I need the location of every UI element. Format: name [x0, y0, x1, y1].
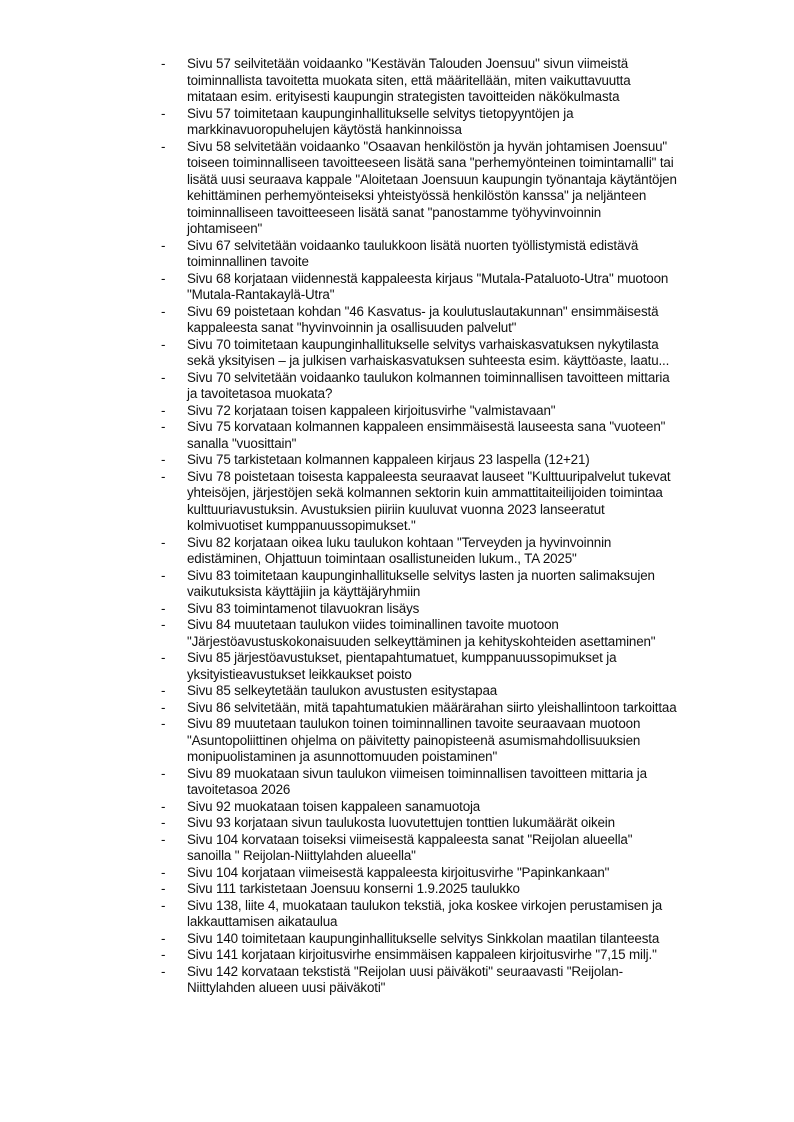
bullet-dash: -: [161, 270, 166, 286]
item-text-line: toiseen toiminnalliseen tavoitteeseen lisätä sana "perhemyönteinen toimintamalli" tai: [187, 155, 674, 170]
item-text-line: Sivu 83 toimitetaan kaupunginhallitukselle selvitys lasten ja nuorten salimaksujen: [187, 567, 655, 583]
item-text-line: Sivu 86 selvitetään, mitä tapahtumatukien määrärahan siirto yleishallintoon tarkoittaa: [187, 699, 677, 715]
list-item: [0, 469, 742, 535]
item-text-line: Sivu 93 korjataan sivun taulukosta luovutettujen tonttien lukumäärät oikein: [187, 815, 615, 830]
item-text-line: Sivu 140 toimitetaan kaupunginhallitukselle selvitys Sinkkolan maatilan tilanteesta: [187, 930, 660, 946]
list-item: [0, 106, 742, 139]
list-item: [0, 568, 742, 601]
list-item: [0, 271, 742, 304]
item-text-line: Sivu 104 korjataan viimeisestä kappaleesta kirjoitusvirhe "Papinkankaan": [187, 864, 610, 880]
bullet-dash: -: [161, 105, 166, 121]
document-page: [0, 56, 794, 997]
item-text-line: sekä yksityisen – ja julkisen varhaiskasvatuksen suhteesta esim. käyttöaste, laatu...: [187, 353, 670, 368]
item-text-line: Sivu 92 muokataan toisen kappaleen sanamuotoja: [187, 798, 481, 814]
list-item: [0, 799, 742, 816]
item-text-line: Sivu 104 korvataan toiseksi viimeisestä kappaleesta sanat "Reijolan alueella": [187, 831, 633, 847]
item-text-line: Sivu 141 korjataan kirjoitusvirhe ensimmäisen kappaleen kirjoitusvirhe "7,15 milj.": [187, 947, 657, 962]
list-item: [0, 452, 742, 469]
item-text-line: kappaleesta sanat "hyvinvoinnin ja osallisuuden palvelut": [187, 320, 517, 335]
item-text-line: monipuolistaminen ja asunnottomuuden poistaminen": [187, 749, 498, 764]
item-text-line: markkinavuoropuhelujen käytöstä hankinnoissa: [187, 122, 462, 137]
item-text-line: Sivu 57 toimitetaan kaupunginhallitukselle selvitys tietopyyntöjen ja: [187, 105, 574, 121]
item-text-line: Niittylahden alueen uusi päiväkoti": [187, 980, 386, 995]
item-text-line: Sivu 70 toimitetaan kaupunginhallitukselle selvitys varhaiskasvatuksen nykytilasta: [187, 336, 659, 352]
item-text-line: "Mutala-Rantakaylä-Utra": [187, 287, 335, 302]
list-item: [0, 832, 742, 865]
item-text-line: ja tavoitetasoa muokata?: [187, 386, 333, 401]
bullet-dash: -: [161, 650, 166, 665]
item-text-line: Sivu 72 korjataan toisen kappaleen kirjoitusvirhe "valmistavaan": [187, 402, 556, 418]
bullet-dash: -: [161, 336, 166, 352]
list-item: [0, 304, 742, 337]
item-text-line: toiminnallinen tavoite: [187, 254, 309, 269]
list-item: [0, 535, 742, 568]
bullet-dash: -: [161, 683, 166, 698]
bullet-dash: -: [161, 369, 166, 385]
bullet-dash: -: [161, 947, 166, 962]
bullet-dash: -: [161, 534, 166, 550]
bullet-dash: -: [161, 930, 166, 946]
item-text-line: Sivu 84 muutetaan taulukon viides toiminallinen tavoite muotoon: [187, 617, 559, 632]
list-item: [0, 815, 742, 832]
item-text-line: Sivu 85 järjestöavustukset, pientapahtumatuet, kumppanuussopimukset ja: [187, 650, 617, 665]
item-text-line: vaikutuksista käyttäjiin ja käyttäjäryhmiin: [187, 584, 421, 599]
bullet-dash: -: [161, 419, 166, 434]
bullet-dash: -: [161, 567, 166, 583]
list-item: [0, 238, 742, 271]
list-item: [0, 403, 742, 420]
list-item: [0, 683, 742, 700]
item-text-line: kulttuuriavustuksin. Avustuksien piiriin kuuluvat vuonna 2023 lanseeratut: [187, 501, 605, 517]
list-item: [0, 419, 742, 452]
bullet-dash: -: [161, 452, 166, 467]
list-item: [0, 865, 742, 882]
item-text-line: kolmivuotiset kumppanuussopimukset.": [187, 518, 416, 533]
item-text-line: kehittäminen perhemyönteiseksi yhteistyössä henkilöstön kanssa" ja neljänteen: [187, 188, 647, 203]
item-text-line: Sivu 89 muutetaan taulukon toinen toiminnallinen tavoite seuraavaan muotoon: [187, 716, 641, 731]
item-text-line: Sivu 69 poistetaan kohdan "46 Kasvatus- ja koulutuslautakunnan" ensimmäisestä: [187, 303, 659, 319]
item-text-line: yhteisöjen, järjestöjen sekä kolmannen sektorin kuin ammattitaiteilijoiden toimintaa: [187, 485, 663, 500]
bullet-dash: -: [161, 716, 166, 731]
list-item: [0, 964, 742, 997]
item-text-line: sanoilla " Reijolan-Niittylahden alueella": [187, 848, 416, 863]
item-text-line: Sivu 67 selvitetään voidaanko taulukkoon lisätä nuorten työllistymistä edistävä: [187, 237, 639, 253]
item-text-line: "Järjestöavustuskokonaisuuden selkeyttäminen ja kehityskohteiden asettaminen": [187, 633, 656, 649]
bullet-dash: -: [161, 138, 166, 154]
list-item: [0, 700, 742, 717]
item-text-line: Sivu 70 selvitetään voidaanko taulukon kolmannen toiminnallisen tavoitteen mittaria: [187, 369, 670, 385]
list-item: [0, 650, 742, 683]
list-item: [0, 139, 742, 238]
list-item: [0, 617, 742, 650]
item-text-line: Sivu 83 toimintamenot tilavuokran lisäys: [187, 600, 420, 616]
item-text-line: toiminnallista tavoitetta muokata siten, että määritellään, miten vaikuttavuutta: [187, 72, 631, 88]
item-text-line: Sivu 75 tarkistetaan kolmannen kappaleen kirjaus 23 laspella (12+21): [187, 452, 590, 467]
list-item: [0, 716, 742, 766]
item-text-line: Sivu 68 korjataan viidennestä kappaleesta kirjaus "Mutala-Pataluoto-Utra" muotoon: [187, 270, 669, 286]
list-item: [0, 881, 742, 898]
bullet-dash: -: [161, 56, 166, 71]
item-text-line: tavoitetasoa 2026: [187, 782, 291, 797]
item-text-line: Sivu 111 tarkistetaan Joensuu konserni 1.9.2025 taulukko: [187, 881, 520, 896]
item-text-line: Sivu 78 poistetaan toisesta kappaleesta seuraavat lauseet "Kulttuuripalvelut tukevat: [187, 468, 671, 484]
item-text-line: Sivu 85 selkeytetään taulukon avustusten esitystapaa: [187, 683, 498, 698]
item-text-line: Sivu 89 muokataan sivun taulukon viimeisen toiminnallisen tavoitteen mittaria ja: [187, 765, 647, 781]
item-text-line: Sivu 82 korjataan oikea luku taulukon kohtaan "Terveyden ja hyvinvoinnin: [187, 534, 612, 550]
list-item: [0, 370, 742, 403]
list-item: [0, 898, 742, 931]
list-item: [0, 766, 742, 799]
item-text-line: "Asuntopoliittinen ohjelma on päivitetty painopisteenä asumismahdollisuuksien: [187, 732, 641, 748]
item-text-line: edistäminen, Ohjattuun toimintaan osallistuneiden lukum., TA 2025": [187, 551, 577, 566]
item-text-line: yksityistieavustukset leikkaukset poisto: [187, 666, 412, 682]
bullet-dash: -: [161, 617, 166, 632]
item-text-line: lisätä uusi seuraava kappale "Aloitetaan Joensuun kaupungin työnantaja käytäntöjen: [187, 171, 677, 187]
list-item: [0, 931, 742, 948]
item-text-line: Sivu 138, liite 4, muokataan taulukon tekstiä, joka koskee virkojen perustamisen ja: [187, 897, 663, 913]
amendment-list: [0, 56, 794, 997]
item-text-line: Sivu 58 selvitetään voidaanko "Osaavan henkilöstön ja hyvän johtamisen Joensuu": [187, 138, 668, 154]
bullet-dash: -: [161, 765, 166, 781]
bullet-dash: -: [161, 237, 166, 253]
bullet-dash: -: [161, 881, 166, 896]
bullet-dash: -: [161, 303, 166, 319]
bullet-dash: -: [161, 864, 166, 880]
item-text-line: Sivu 142 korvataan tekstistä "Reijolan uusi päiväkoti" seuraavasti "Reijolan-: [187, 963, 623, 979]
item-text-line: sanalla "vuosittain": [187, 435, 297, 451]
bullet-dash: -: [161, 699, 166, 715]
item-text-line: Sivu 57 seilvitetään voidaanko "Kestävän Talouden Joensuu" sivun viimeistä: [187, 56, 629, 71]
list-item: [0, 337, 742, 370]
bullet-dash: -: [161, 897, 166, 913]
bullet-dash: -: [161, 468, 166, 484]
list-item: [0, 601, 742, 618]
item-text-line: Sivu 75 korvataan kolmannen kappaleen ensimmäisestä lauseesta sana "vuoteen": [187, 419, 666, 434]
list-item: [0, 947, 742, 964]
item-text-line: lakkauttamisen aikataulua: [187, 914, 338, 929]
item-text-line: johtamiseen": [187, 221, 263, 236]
item-text-line: mitataan esim. erityisesti kaupungin strategisten tavoitteiden näkökulmasta: [187, 89, 620, 104]
list-item: [0, 56, 742, 106]
bullet-dash: -: [161, 798, 166, 814]
bullet-dash: -: [161, 815, 166, 830]
item-text-line: toiminnalliseen tavoitteeseen lisätä sanat "panostamme työhyvinvoinnin: [187, 204, 602, 220]
bullet-dash: -: [161, 600, 166, 616]
bullet-dash: -: [161, 402, 166, 418]
bullet-dash: -: [161, 831, 166, 847]
bullet-dash: -: [161, 963, 166, 979]
